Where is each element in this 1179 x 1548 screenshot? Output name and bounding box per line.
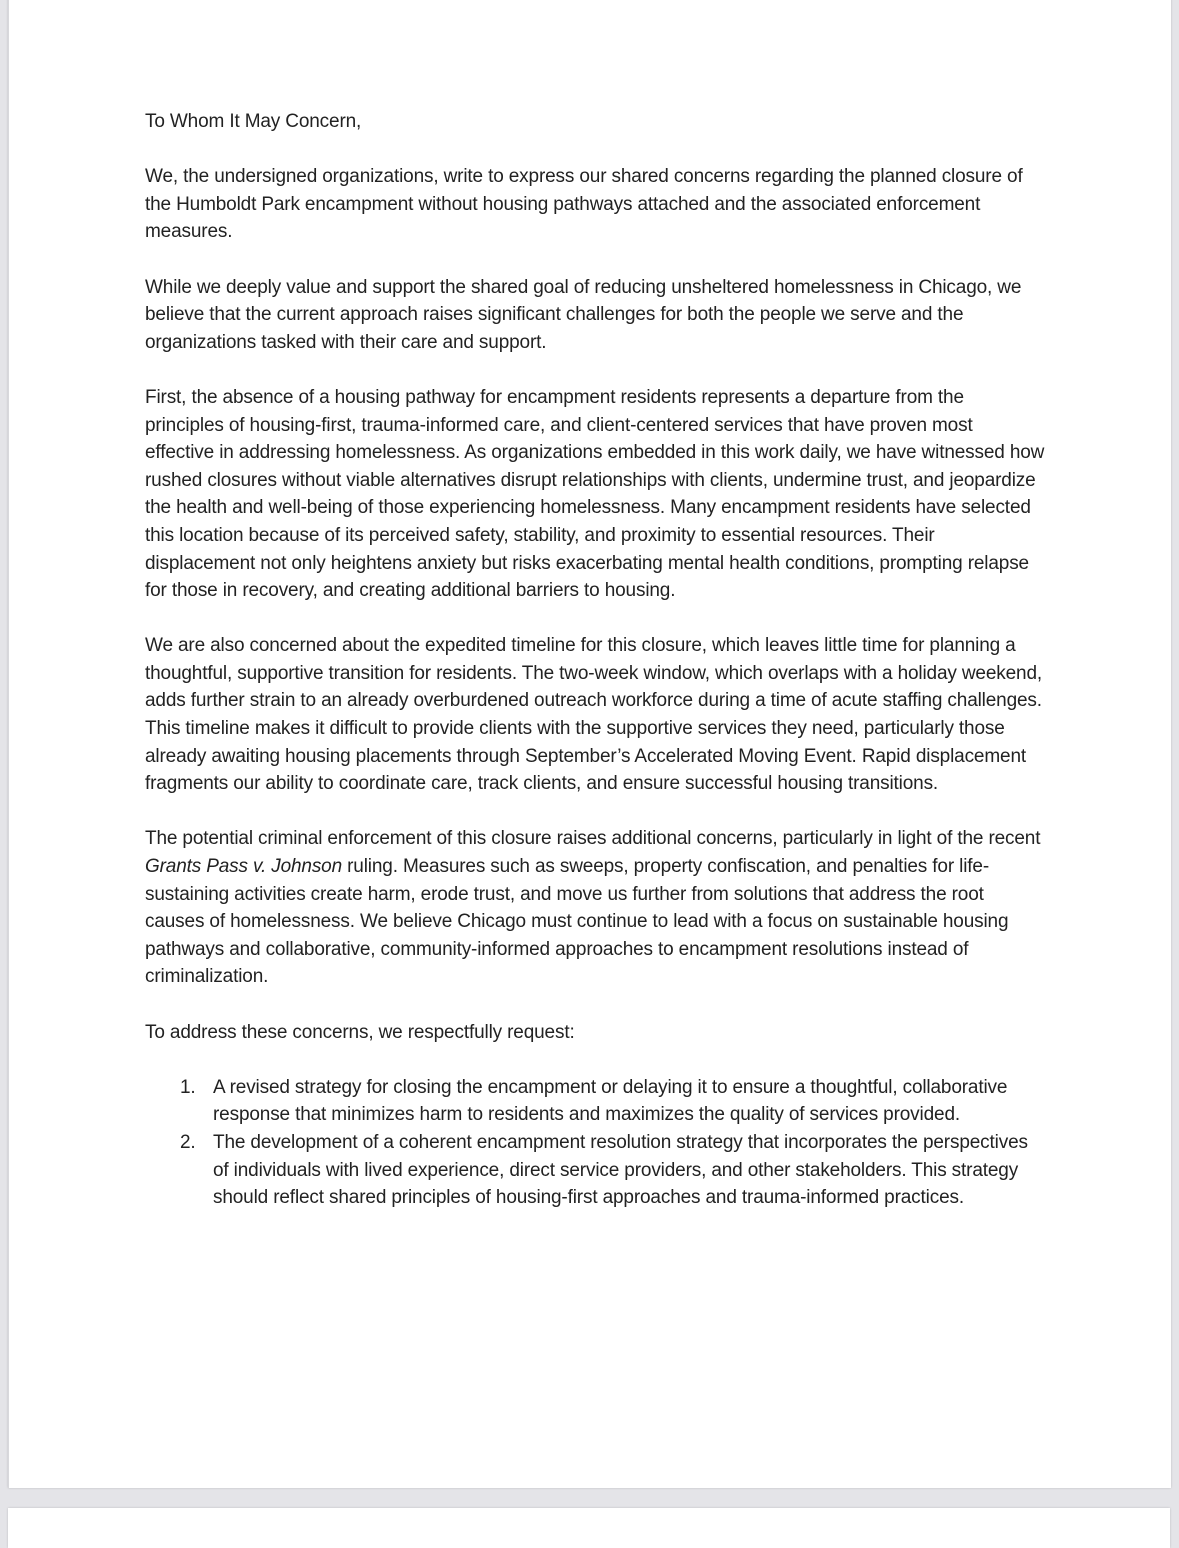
- next-page: [8, 1508, 1170, 1548]
- enforcement-text-before: The potential criminal enforcement of this closure raises additional concerns, particularly in light of the recent: [145, 828, 1041, 850]
- paragraph-timeline: We are also concerned about the expedited timeline for this closure, which leaves little time for planning a thoughtful, supportive transition for residents. The two-week window, which overlaps with a holiday weekend, adds further strain to an already overburdened outreach workforce during a time of acute staffing challenges. This timeline makes it difficult to provide clients with the supportive services they need, particularly those already awaiting housing placements through September’s Accelerated Moving Event. Rapid displacement fragments our ability to coordinate care, track clients, and ensure successful housing transitions.: [145, 635, 1042, 795]
- salutation: To Whom It May Concern,: [145, 111, 362, 132]
- request-list: [145, 1074, 1045, 1212]
- paragraph-housing-pathway: First, the absence of a housing pathway for encampment residents represents a departure from the principles of housing-first, trauma-informed care, and client-centered services that have proven most effective in addressing homelessness. As organizations embedded in this work daily, we have witnessed how rushed closures without viable alternatives disrupt relationships with clients, undermine trust, and jeopardize the health and well-being of those experiencing homelessness. Many encampment residents have selected this location because of its perceived safety, stability, and proximity to essential resources. Their displacement not only heightens anxiety but risks exacerbating mental health conditions, prompting relapse for those in recovery, and creating additional barriers to housing.: [145, 386, 1045, 602]
- list-item: [145, 1129, 1045, 1212]
- paragraph-enforcement: [145, 825, 1045, 991]
- letter-body: [145, 108, 1045, 1212]
- list-item: [145, 1074, 1045, 1129]
- paragraph-intro: We, the undersigned organizations, write to express our shared concerns regarding the planned closure of the Humboldt Park encampment without housing pathways attached and the associated enforcement measures.: [145, 166, 1023, 243]
- document-page: [8, 0, 1171, 1488]
- case-name: Grants Pass v. Johnson: [145, 856, 342, 878]
- paragraph-shared-goal: While we deeply value and support the shared goal of reducing unsheltered homelessness in Chicago, we believe that the current approach raises significant challenges for both the people we serve and the organizations tasked with their care and support.: [145, 276, 1022, 353]
- list-item-number: 1.: [180, 1076, 196, 1098]
- list-item-number: 2.: [180, 1131, 196, 1153]
- list-item-text: A revised strategy for closing the encampment or delaying it to ensure a thoughtful, collaborative response that minimizes harm to residents and maximizes the quality of services provided.: [213, 1076, 1008, 1126]
- request-intro: To address these concerns, we respectfully request:: [145, 1021, 575, 1043]
- list-item-text: The development of a coherent encampment resolution strategy that incorporates the perspectives of individuals with lived experience, direct service providers, and other stakeholders. This strategy should reflect shared principles of housing-first approaches and trauma-informed practices.: [213, 1131, 1028, 1209]
- enforcement-text-after: ruling. Measures such as sweeps, property confiscation, and penalties for life-sustaining activities create harm, erode trust, and move us further from solutions that address the root causes of homelessness. We believe Chicago must continue to lead with a focus on sustainable housing pathways and collaborative, community-informed approaches to encampment resolutions instead of criminalization.: [145, 856, 1009, 988]
